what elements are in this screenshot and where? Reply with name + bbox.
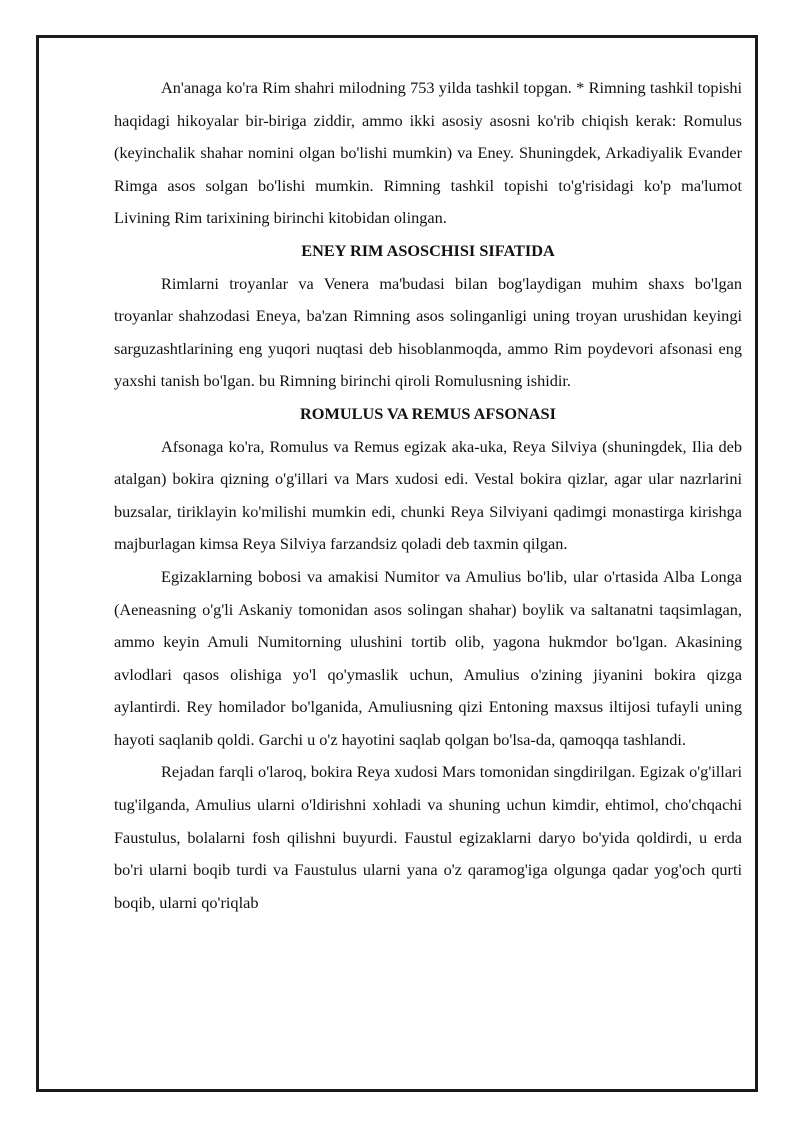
legend-paragraph-2: Egizaklarning bobosi va amakisi Numitor va Amulius bo'lib, ular o'rtasida Alba Longa (Aeneasning o'g'li Askaniy tomonidan asos solingan shahar) boylik va saltanatni taqsimlagan, ammo keyin Amuli Numitorning ulushini tortib olib, yagona hukmdor bo'lgan. Akasining avlodlari qasos olishiga yo'l qo'ymaslik uchun, Amulius o'zining jiyanini bokira qizga aylantirdi. Rey homilador bo'lganida, Amuliusning qizi Entoning maxsus iltijosi tufayli uning hayoti saqlanib qoldi. Garchi u o'z hayotini saqlab qolgan bo'lsa-da, qamoqqa tashlandi. [114,566,742,749]
legend-paragraph-3: Rejadan farqli o'laroq, bokira Reya xudosi Mars tomonidan singdirilgan. Egizak o'g'illari tug'ilganda, Amulius ularni o'ldirishni xohladi va shuning uchun kimdir, ehtimol, cho'chqachi Faustulus, bolalarni fosh qilishni buyurdi. Faustul egizaklarni daryo bo'yida qoldirdi, u erda bo'ri ularni boqib turdi va Faustulus ularni yana o'z qaramog'iga olgunga qadar yog'och qurti boqib, ularni qo'riqlab [114,762,742,912]
section-heading-romulus-remus: ROMULUS VA REMUS AFSONASI [300,403,556,423]
section-heading-eney: ENEY RIM ASOSCHISI SIFATIDA [301,240,555,260]
legend-paragraph-1: Afsonaga ko'ra, Romulus va Remus egizak aka-uka, Reya Silviya (shuningdek, Ilia deb atalgan) bokira qizning o'g'illari va Mars xudosi edi. Vestal bokira qizlar, agar ular nazrlarini buzsalar, tiriklayin ko'milishi mumkin edi, chunki Reya Silviyani qadimgi monastirga kirishga majburlagan kimsa Reya Silviya farzandsiz qoladi deb taxmin qilgan. [114,436,742,554]
eney-paragraph: Rimlarni troyanlar va Venera ma'budasi bilan bog'laydigan muhim shaxs bo'lgan troyanlar shahzodasi Eneya, ba'zan Rimning asos solinganligi uning troyan urushidan keyingi sarguzashtlarining eng yuqori nuqtasi deb hisoblanmoqda, ammo Rim poydevori afsonasi eng yaxshi tanish bo'lgan. bu Rimning birinchi qiroli Romulusning ishidir. [114,273,742,391]
document-body [114,72,742,919]
intro-paragraph: An'anaga ko'ra Rim shahri milodning 753 yilda tashkil topgan. * Rimning tashkil topishi haqidagi hikoyalar bir-biriga ziddir, ammo ikki asosiy asosni ko'rib chiqish kerak: Romulus (keyinchalik shahar nomini olgan bo'lishi mumkin) va Eney. Shuningdek, Arkadiyalik Evander Rimga asos solgan bo'lishi mumkin. Rimning tashkil topishi to'g'risidagi ko'p ma'lumot Livining Rim tarixining birinchi kitobidan olingan. [114,78,742,228]
